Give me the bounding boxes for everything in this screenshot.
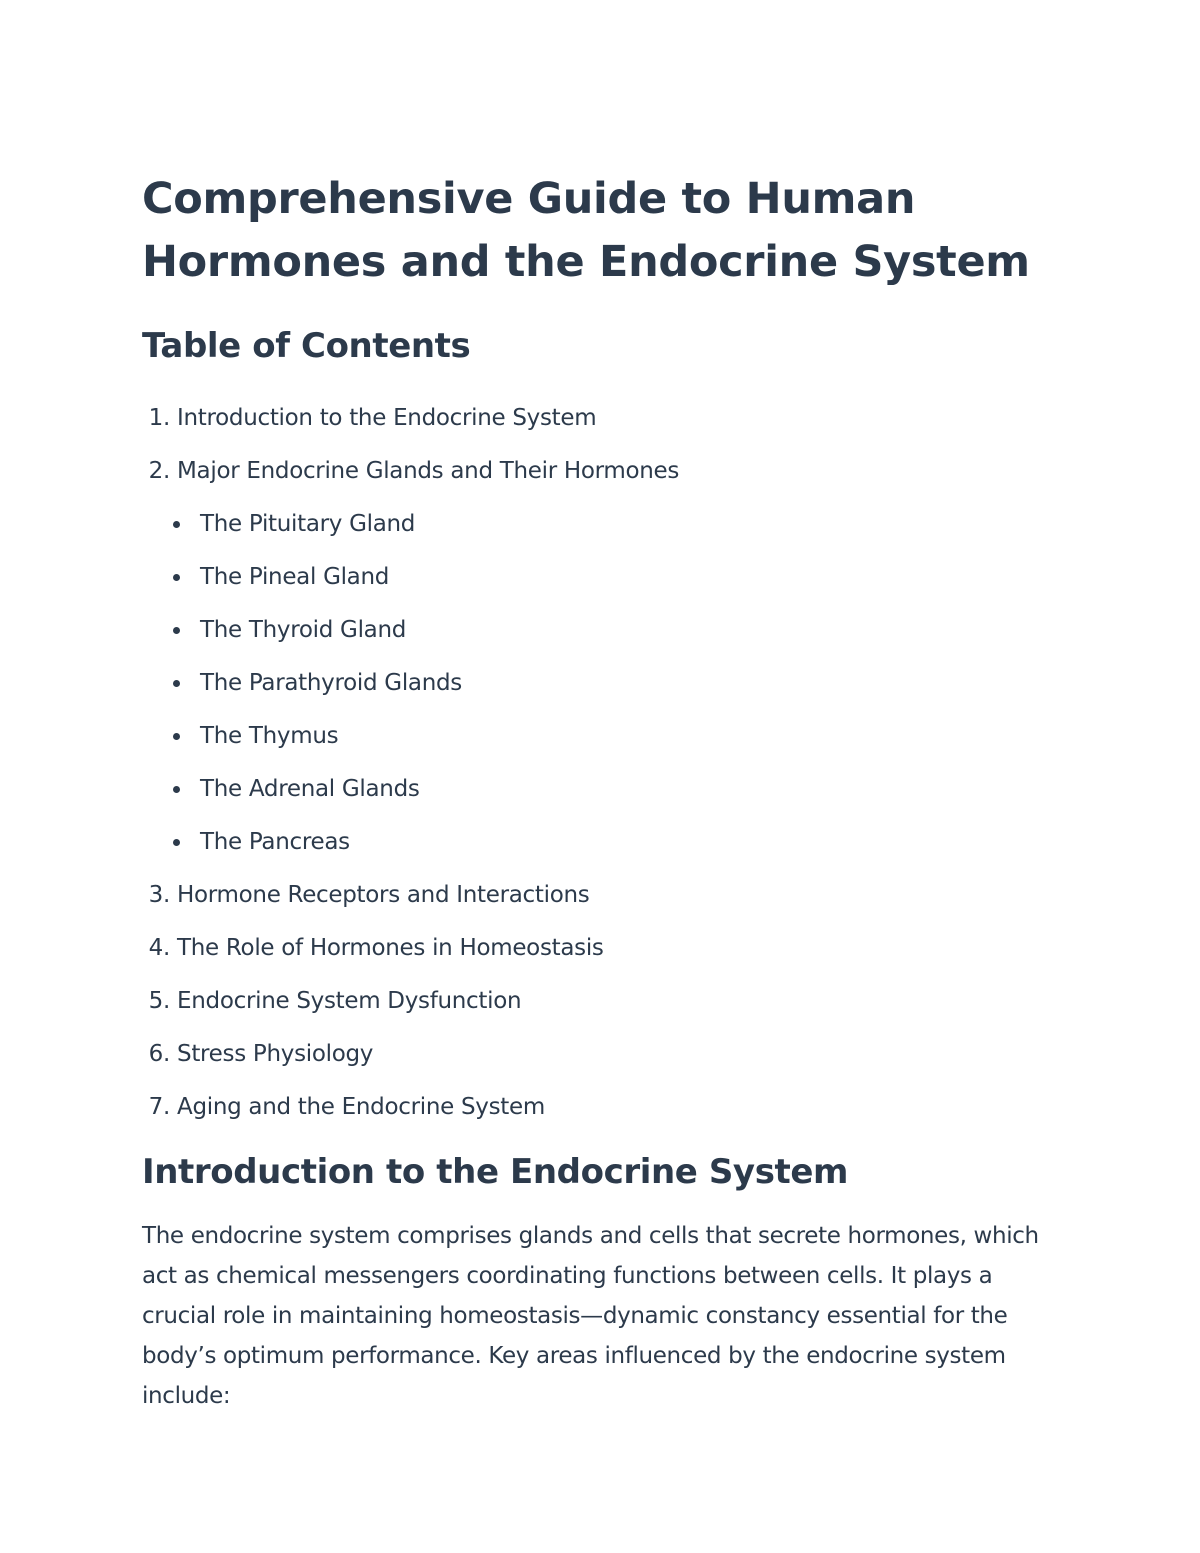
toc-item-receptors[interactable] — [142, 869, 1072, 922]
toc-item-label: Major Endocrine Glands and Their Hormones — [177, 458, 680, 484]
toc-item-label: Introduction to the Endocrine System — [177, 405, 597, 431]
toc-sub-item-parathyroid[interactable] — [142, 657, 1072, 710]
toc-item-aging[interactable] — [142, 1081, 1072, 1134]
toc-number: 6. — [148, 1041, 170, 1067]
toc-sub-item-adrenal[interactable] — [142, 763, 1072, 816]
toc-item-introduction[interactable] — [142, 392, 1072, 445]
toc-item-label: Endocrine System Dysfunction — [177, 988, 522, 1014]
title-line-1: Comprehensive Guide to Human — [142, 174, 916, 224]
toc-number: 7. — [148, 1094, 170, 1120]
bullet-icon — [173, 839, 180, 846]
toc-number: 1. — [148, 405, 170, 431]
toc-sub-list-container — [142, 498, 1072, 869]
bullet-icon — [173, 521, 180, 528]
toc-sub-item-pancreas[interactable] — [142, 816, 1072, 869]
toc-number: 2. — [148, 458, 170, 484]
toc-sub-item-thymus[interactable] — [142, 710, 1072, 763]
toc-item-label: Aging and the Endocrine System — [177, 1094, 545, 1120]
toc-item-label: The Role of Hormones in Homeostasis — [177, 935, 604, 961]
intro-heading: Introduction to the Endocrine System — [142, 1152, 849, 1192]
toc-number: 5. — [148, 988, 170, 1014]
toc-sub-item-pituitary[interactable] — [142, 498, 1072, 551]
bullet-icon — [173, 574, 180, 581]
toc-item-label: Hormone Receptors and Interactions — [177, 882, 590, 908]
toc-number: 4. — [148, 935, 170, 961]
title-line-2: Hormones and the Endocrine System — [142, 237, 1030, 287]
toc-sub-list — [142, 498, 1072, 869]
toc-sub-item-pineal[interactable] — [142, 551, 1072, 604]
bullet-icon — [173, 627, 180, 634]
toc-item-label: Stress Physiology — [177, 1041, 374, 1067]
toc-item-major-glands[interactable] — [142, 445, 1072, 498]
toc-sub-item-label: The Adrenal Glands — [200, 776, 420, 802]
toc-sub-item-label: The Pancreas — [200, 829, 350, 855]
toc-item-dysfunction[interactable] — [142, 975, 1072, 1028]
toc-sub-item-label: The Thyroid Gland — [200, 617, 407, 643]
toc-sub-item-label: The Pituitary Gland — [200, 511, 416, 537]
toc-sub-item-label: The Pineal Gland — [200, 564, 390, 590]
toc-sub-item-label: The Thymus — [200, 723, 339, 749]
intro-paragraph: The endocrine system comprises glands and cells that secrete hormones, which act as chemical messengers coordinating functions between cells. It plays a crucial role in maintaining homeostasis—dynamic constancy essential for the body’s optimum performance. Key areas influenced by the endocrine system include: — [142, 1223, 1039, 1409]
table-of-contents — [142, 392, 1072, 1134]
toc-sub-item-label: The Parathyroid Glands — [200, 670, 462, 696]
bullet-icon — [173, 786, 180, 793]
bullet-icon — [173, 733, 180, 740]
toc-item-stress[interactable] — [142, 1028, 1072, 1081]
document-title — [142, 168, 1072, 294]
bullet-icon — [173, 680, 180, 687]
toc-item-homeostasis[interactable] — [142, 922, 1072, 975]
document-page — [142, 168, 1072, 1416]
toc-sub-item-thyroid[interactable] — [142, 604, 1072, 657]
toc-heading: Table of Contents — [142, 326, 471, 366]
toc-number: 3. — [148, 882, 170, 908]
